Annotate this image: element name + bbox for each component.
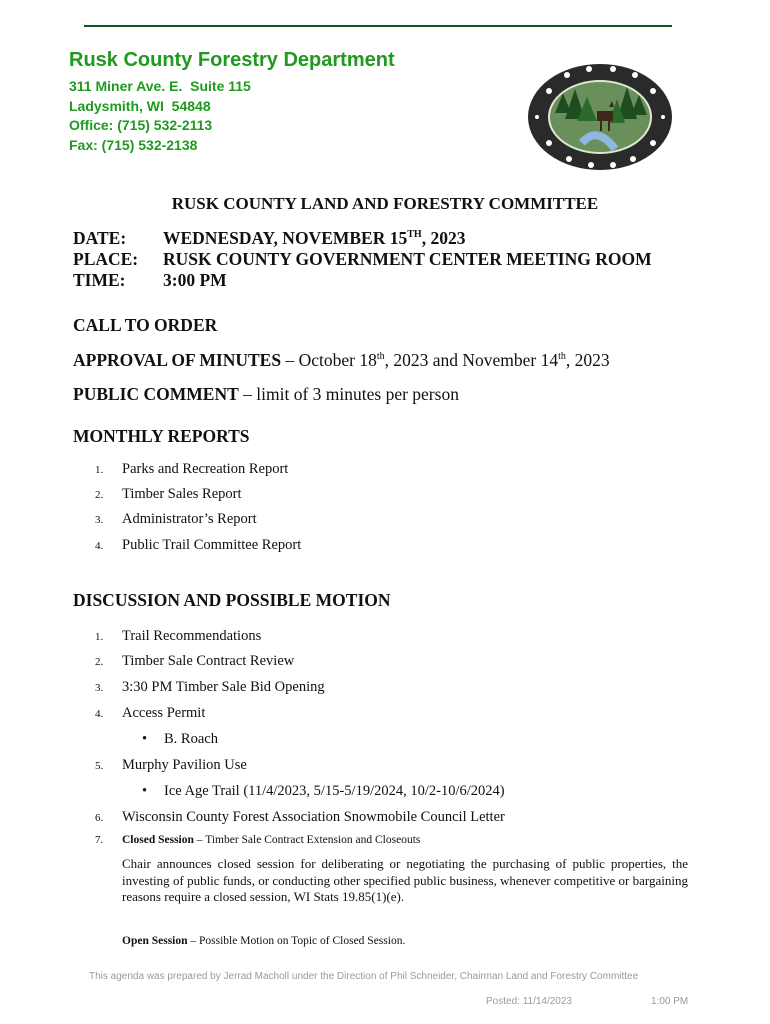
header-rule bbox=[84, 25, 672, 27]
open-session bbox=[122, 935, 405, 947]
approval-text-3: , 2023 bbox=[565, 350, 610, 370]
address-line-2: Ladysmith, WI 54848 bbox=[69, 97, 211, 114]
list-item bbox=[95, 834, 420, 846]
office-phone: Office: (715) 532-2113 bbox=[69, 117, 213, 133]
meeting-details bbox=[73, 228, 652, 291]
list-item bbox=[95, 461, 288, 478]
item-text: Public Trail Committee Report bbox=[122, 537, 302, 553]
posted-date: Posted: 11/14/2023 bbox=[486, 996, 572, 1007]
item-number: 2. bbox=[95, 489, 104, 501]
monthly-reports-heading bbox=[73, 426, 250, 447]
item-text: Timber Sales Report bbox=[122, 486, 242, 502]
bullet-item bbox=[142, 783, 505, 800]
bullet-text: Ice Age Trail (11/4/2023, 5/15-5/19/2024, 10/2-10/6/2024) bbox=[164, 783, 505, 799]
item-text: Access Permit bbox=[122, 705, 206, 721]
date-value-suffix: TH bbox=[407, 229, 422, 241]
list-item bbox=[95, 757, 247, 774]
letterhead bbox=[69, 48, 395, 155]
time-row bbox=[73, 270, 652, 291]
date-value bbox=[163, 228, 465, 248]
list-item bbox=[95, 486, 242, 503]
place-row bbox=[73, 249, 652, 270]
item-number: 1. bbox=[95, 464, 104, 476]
list-item bbox=[95, 809, 505, 826]
date-value-year: , 2023 bbox=[421, 228, 466, 248]
item-text: Trail Recommendations bbox=[122, 628, 262, 644]
public-comment bbox=[73, 384, 459, 405]
item-text: – Timber Sale Contract Extension and Closeouts bbox=[193, 834, 421, 846]
item-text: Timber Sale Contract Review bbox=[122, 653, 295, 669]
place-label: PLACE: bbox=[73, 249, 139, 269]
org-name: Rusk County Forestry Department bbox=[69, 49, 395, 71]
item-text: 3:30 PM Timber Sale Bid Opening bbox=[122, 679, 325, 695]
closed-session-label: Closed Session bbox=[122, 834, 194, 846]
place-value: RUSK COUNTY GOVERNMENT CENTER MEETING ROOM bbox=[163, 249, 652, 269]
item-number: 3. bbox=[95, 682, 104, 694]
time-label: TIME: bbox=[73, 270, 126, 290]
item-number: 3. bbox=[95, 514, 104, 526]
approval-sup-1: th bbox=[376, 351, 385, 363]
item-number: 4. bbox=[95, 708, 104, 720]
item-text: Administrator’s Report bbox=[122, 511, 257, 527]
item-text: Parks and Recreation Report bbox=[122, 461, 289, 477]
closed-session-paragraph: Chair announces closed session for deliberating or negotiating the purchasing of public properties, the investing of public funds, or conducting other specified public business, whenever competitive or bargaining reasons require a closed session, WI Stats 19.85(1)(e). bbox=[122, 856, 688, 904]
approval-of-minutes bbox=[73, 350, 610, 371]
posted-time: 1:00 PM bbox=[651, 996, 689, 1007]
item-number: 4. bbox=[95, 540, 104, 552]
public-comment-text: – limit of 3 minutes per person bbox=[238, 384, 459, 404]
approval-text-1: – October 18 bbox=[281, 350, 377, 370]
item-text: Murphy Pavilion Use bbox=[122, 757, 247, 773]
call-to-order-label: CALL TO ORDER bbox=[73, 315, 218, 335]
item-number: 2. bbox=[95, 656, 104, 668]
bullet-icon: • bbox=[142, 783, 148, 799]
monthly-reports-label: MONTHLY REPORTS bbox=[73, 426, 250, 446]
bullet-icon: • bbox=[142, 731, 148, 747]
discussion-heading bbox=[73, 590, 391, 611]
public-comment-label: PUBLIC COMMENT bbox=[73, 384, 239, 404]
committee-title: RUSK COUNTY LAND AND FORESTRY COMMITTEE bbox=[171, 194, 599, 213]
item-number: 1. bbox=[95, 631, 104, 643]
fax-number: Fax: (715) 532-2138 bbox=[69, 136, 198, 153]
approval-text-2: , 2023 and November 14 bbox=[384, 350, 559, 370]
approval-sup-2: th bbox=[558, 351, 566, 363]
list-item bbox=[95, 653, 294, 670]
bullet-text: B. Roach bbox=[164, 731, 218, 747]
list-item bbox=[95, 537, 301, 554]
list-item bbox=[95, 679, 325, 696]
call-to-order-heading bbox=[73, 315, 217, 336]
date-label: DATE: bbox=[73, 228, 127, 248]
list-item bbox=[95, 628, 261, 645]
item-number: 6. bbox=[95, 812, 104, 824]
list-item bbox=[95, 511, 257, 528]
item-number: 7. bbox=[95, 834, 104, 846]
item-number: 5. bbox=[95, 760, 104, 772]
discussion-label: DISCUSSION AND POSSIBLE MOTION bbox=[73, 590, 391, 610]
open-session-text: – Possible Motion on Topic of Closed Session. bbox=[187, 935, 406, 947]
date-row bbox=[73, 228, 652, 249]
list-item bbox=[95, 705, 205, 722]
county-forest-logo-icon bbox=[527, 63, 673, 171]
address-line-1: 311 Miner Ave. E. Suite 115 bbox=[69, 78, 251, 94]
open-session-label: Open Session bbox=[122, 935, 188, 947]
date-value-main: WEDNESDAY, NOVEMBER 15 bbox=[163, 228, 408, 248]
time-value: 3:00 PM bbox=[163, 270, 227, 290]
approval-label: APPROVAL OF MINUTES bbox=[73, 350, 282, 370]
prepared-by-footer: This agenda was prepared by Jerrad Macholl under the Direction of Phil Schneider, Chairman Land and Forestry Committee bbox=[89, 971, 639, 982]
item-text: Wisconsin County Forest Association Snowmobile Council Letter bbox=[122, 809, 505, 825]
bullet-item bbox=[142, 731, 218, 748]
